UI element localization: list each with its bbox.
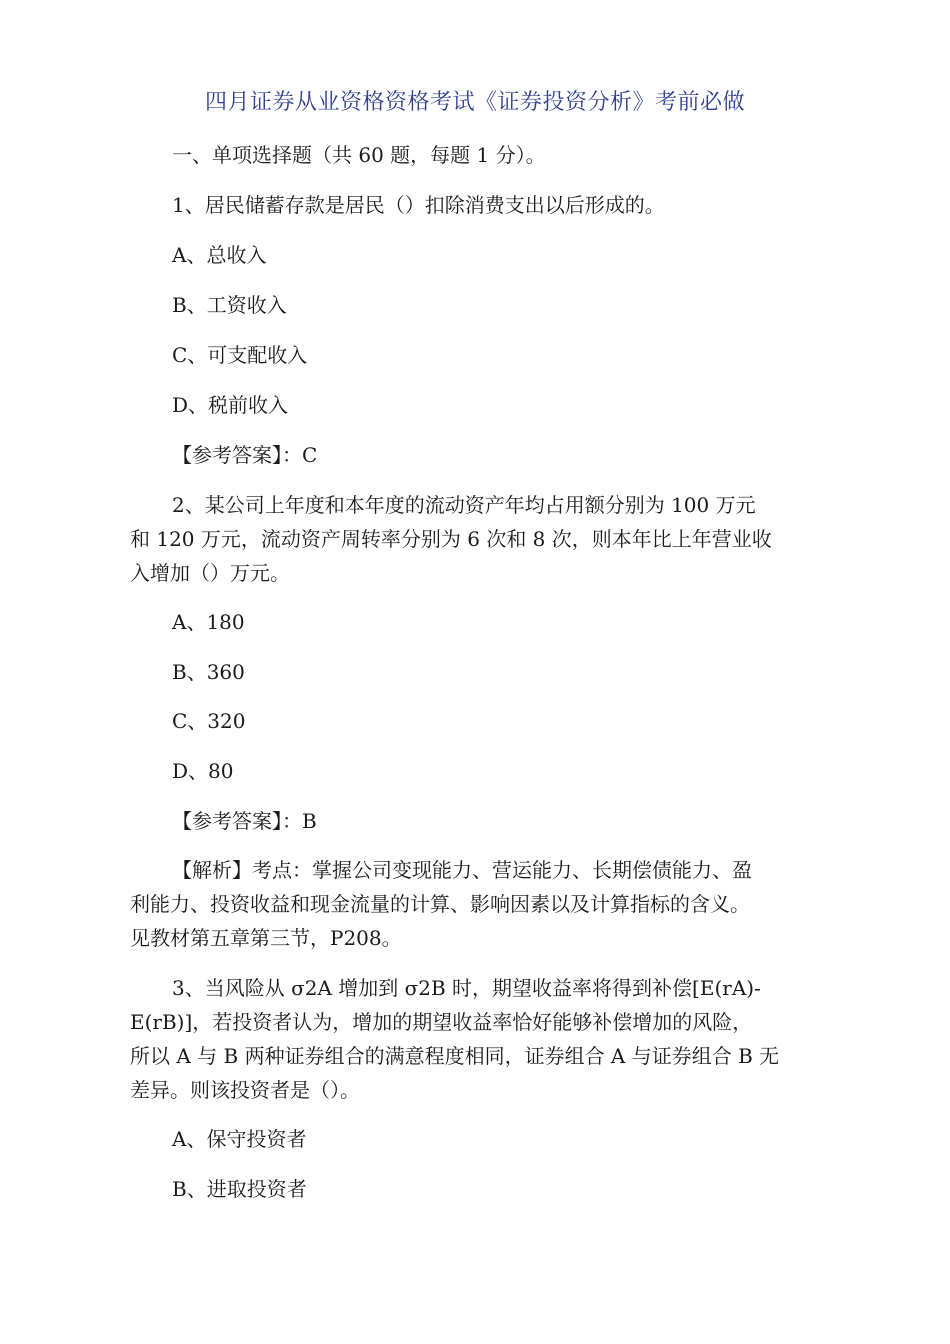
question-3-option-a: A、保守投资者 <box>172 1127 307 1151</box>
question-2-analysis-line-1: 【解析】考点：掌握公司变现能力、营运能力、长期偿债能力、盈 <box>172 858 752 882</box>
question-3-stem-line-1: 3、当风险从 σ2A 增加到 σ2B 时，期望收益率将得到补偿[E(rA)- <box>172 976 761 1000</box>
section-heading: 一、单项选择题（共 60 题，每题 1 分）。 <box>172 143 546 167</box>
question-3-stem-line-3: 所以 A 与 B 两种证券组合的满意程度相同，证券组合 A 与证券组合 B 无 <box>130 1044 780 1068</box>
question-1-answer: 【参考答案】：C <box>172 443 318 467</box>
question-2-option-a: A、180 <box>172 610 245 634</box>
question-2-stem-line-3: 入增加（）万元。 <box>130 561 290 585</box>
question-2-option-c: C、320 <box>172 709 246 733</box>
question-2-analysis-line-3: 见教材第五章第三节，P208。 <box>130 926 402 950</box>
question-2-stem-line-2: 和 120 万元，流动资产周转率分别为 6 次和 8 次，则本年比上年营业收 <box>130 527 772 551</box>
question-2-answer: 【参考答案】：B <box>172 809 317 833</box>
question-2-option-b: B、360 <box>172 660 245 684</box>
question-2-stem-line-1: 2、某公司上年度和本年度的流动资产年均占用额分别为 100 万元 <box>172 493 756 517</box>
question-3-option-b: B、进取投资者 <box>172 1177 307 1201</box>
question-3-stem-line-2: E(rB)]，若投资者认为，增加的期望收益率恰好能够补偿增加的风险， <box>130 1010 753 1034</box>
question-1-option-b: B、工资收入 <box>172 293 287 317</box>
question-1-option-d: D、税前收入 <box>172 393 289 417</box>
question-2-analysis-line-2: 利能力、投资收益和现金流量的计算、影响因素以及计算指标的含义。 <box>130 892 750 916</box>
page-title: 四月证券从业资格资格考试《证券投资分析》考前必做 <box>204 90 745 115</box>
question-1-option-c: C、可支配收入 <box>172 343 308 367</box>
question-1-option-a: A、总收入 <box>172 243 267 267</box>
question-2-option-d: D、80 <box>172 759 234 783</box>
question-3-stem-line-4: 差异。则该投资者是（）。 <box>130 1078 360 1102</box>
question-1-stem: 1、居民储蓄存款是居民（）扣除消费支出以后形成的。 <box>172 193 665 217</box>
